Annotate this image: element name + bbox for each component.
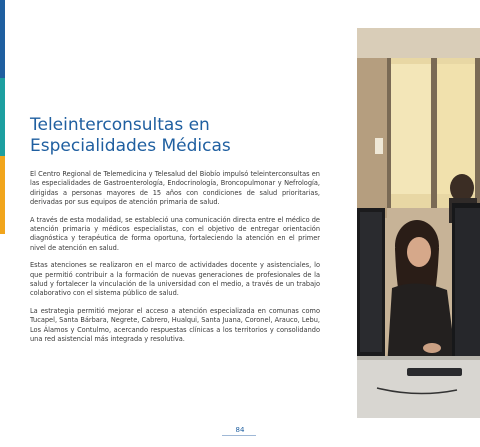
edge-strip-teal [0, 78, 5, 156]
paragraph-3: Estas atenciones se realizaron en el marco de actividades docente y asistenciales, lo que permitió contribuir a la formación de nuevas generaciones de profesionales de la salud y fortalecer la vinculación de la universidad con el medio, a través de un trabajo colaborativo con el sistema público de salud. [30, 261, 320, 298]
photo-illustration [357, 28, 480, 418]
page-number-underline [222, 435, 256, 436]
page-title [30, 115, 330, 157]
color-edge-strip [0, 0, 5, 447]
paragraph-2: A través de esta modalidad, se estableció una comunicación directa entre el médico de atención primaria y médicos especialistas, con el objetivo de entregar orientación diagnóstica y terapéutica de forma oportuna, fortaleciendo la atención en el primer nivel de atención en salud. [30, 215, 320, 252]
students-photo [357, 28, 480, 418]
paragraph-4: La estrategia permitió mejorar el acceso a atención especializada en comunas como Tucapel, Santa Bárbara, Negrete, Cabrero, Hualqui, Santa Juana, Coronel, Arauco, Lebu, Los Álamos y Contulmo, acercando respuestas clínicas a los territorios y consolidando una red asistencial más integrada y resolutiva. [30, 306, 320, 344]
edge-strip-blue [0, 0, 5, 78]
paragraph-1: El Centro Regional de Telemedicina y Telesalud del Biobío impulsó teleinterconsultas en las especialidades de Gastroenterología, Endocrinología, Broncopulmonar y Nefrología, dirigidas a personas mayores de 15 años con condiciones de salud prioritarias, derivadas por sus equipos de atención primaria de salud. [30, 170, 320, 207]
title-line-2: Especialidades Médicas [30, 136, 231, 156]
edge-strip-orange [0, 156, 5, 234]
page-number: 84 [235, 426, 245, 434]
title-line-1: Teleinterconsultas en [30, 115, 210, 135]
body-text [30, 170, 320, 353]
